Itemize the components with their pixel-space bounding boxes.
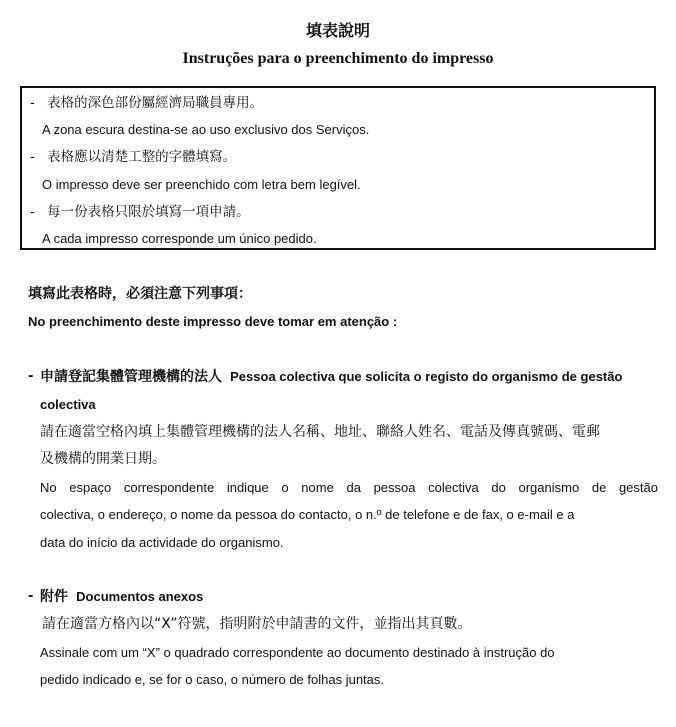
page-title-zh: 填表說明 xyxy=(305,21,370,40)
page-title-pt: Instruções para o preenchimento do impresso xyxy=(182,50,494,67)
notice-bullet: - xyxy=(30,95,35,111)
section-1-body-pt-1: No espaço correspondente indique o nome da pessoa colectiva do organismo de gestão xyxy=(40,480,658,495)
section-2-title-zh: 附件 xyxy=(40,589,68,605)
notice-bullet: - xyxy=(30,204,35,220)
attention-heading-zh: 填寫此表格時，必須注意下列事項： xyxy=(28,286,252,302)
notice-item-1-zh: - 表格的深色部份屬經濟局職員專用。 xyxy=(30,95,264,111)
section-2-body-zh: 請在適當方格內以“X”符號，指明附於申請書的文件，並指出其頁數。 xyxy=(42,616,472,632)
notice-item-2-pt: O impresso deve ser preenchido com letra bem legível. xyxy=(42,177,361,192)
attention-heading-pt: No preenchimento deste impresso deve tomar em atenção : xyxy=(28,314,398,329)
section-2-body-pt-2: pedido indicado e, se for o caso, o número de folhas juntas. xyxy=(40,672,384,687)
notice-item-2-zh: - 表格應以清楚工整的字體填寫。 xyxy=(30,149,237,165)
section-1-body-pt-3: data do início da actividade do organismo. xyxy=(40,535,284,550)
section-1-title-zh: 申請登記集體管理機構的法人 xyxy=(40,369,222,385)
notice-box xyxy=(20,86,656,250)
section-2-dash: - xyxy=(28,589,34,604)
notice-item-1-pt: A zona escura destina-se ao uso exclusivo dos Serviços. xyxy=(42,122,370,137)
section-2-title xyxy=(40,587,203,608)
section-2-body-pt-1: Assinale com um “X” o quadrado correspondente ao documento destinado à instrução do xyxy=(40,645,555,660)
section-1-title-pt-cont: colectiva xyxy=(40,397,96,412)
section-1-dash: - xyxy=(28,369,34,384)
section-1-title-pt: Pessoa colectiva que solicita o registo do organismo de gestão xyxy=(230,369,623,384)
section-1-body-pt-2: colectiva, o endereço, o nome da pessoa do contacto, o n.º de telefone e de fax, o e-mail e a xyxy=(40,507,575,522)
section-2-title-pt: Documentos anexos xyxy=(76,589,204,604)
section-1-body-zh-2: 及機構的開業日期。 xyxy=(40,451,166,467)
notice-bullet: - xyxy=(30,149,35,165)
section-1-body-zh-1: 請在適當空格內填上集體管理機構的法人名稱、地址、聯絡人姓名、電話及傳真號碼、電郵 xyxy=(40,424,600,440)
notice-item-3-zh: - 每一份表格只限於填寫一項申請。 xyxy=(30,204,250,220)
section-1-title xyxy=(40,367,622,388)
notice-item-3-pt: A cada impresso corresponde um único pedido. xyxy=(42,231,317,246)
